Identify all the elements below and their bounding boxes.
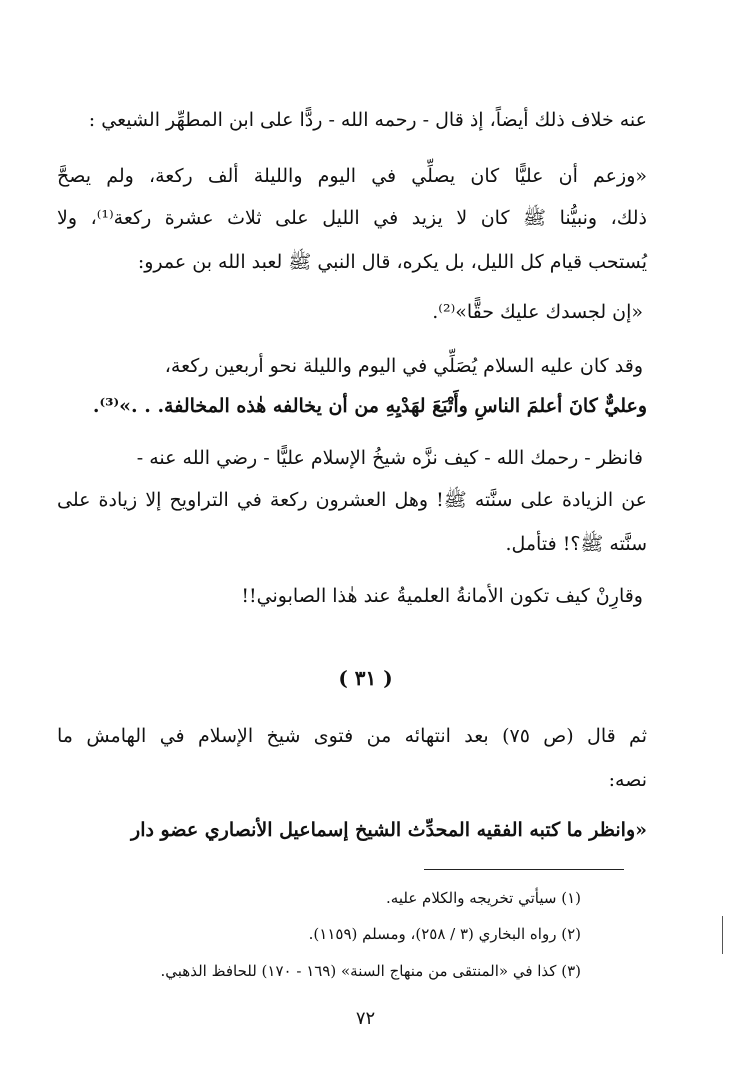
body-line: عنه خلاف ذلك أيضاً، إذ قال - رحمه الله - ردًّا على ابن المطهِّر الشيعي : <box>88 109 647 131</box>
body-line: وقارِنْ كيف تكون الأمانةُ العلميةُ عند هٰذا الصابوني!! <box>241 585 643 607</box>
body-line: ثم قال (ص ٧٥) بعد انتهائه من فتوى شيخ الإسلام في الهامش ما <box>57 725 647 747</box>
quote-line: وقد كان عليه السلام يُصَلِّي في اليوم والليلة نحو أربعين ركعة، <box>164 355 643 377</box>
quote-line: «وزعم أن عليًّا كان يصلِّي في اليوم والليلة ألف ركعة، ولم يصحَّ <box>57 165 647 187</box>
footnote: (٣) كذا في «المنتقى من منهاج السنة» (١٦٩ - ١٧٠) للحافظ الذهبي. <box>160 962 581 980</box>
body-line: عن الزيادة على سنَّته ﷺ! وهل العشرون ركعة في التراويح إلا زيادة على <box>57 489 647 511</box>
footnote: (٢) رواه البخاري (٣ / ٢٥٨)، ومسلم (١١٥٩). <box>308 925 581 943</box>
body-line: سنَّته ﷺ؟! فتأمل. <box>505 533 647 555</box>
quote-line: ذلك، ونبيُّنا ﷺ كان لا يزيد في الليل على ثلاث عشرة ركعة⁽¹⁾، ولا <box>57 207 647 229</box>
margin-mark <box>722 916 723 954</box>
footnote: (١) سيأتي تخريجه والكلام عليه. <box>386 889 581 907</box>
footnote-separator <box>424 869 624 870</box>
hadith-line: «إن لجسدك عليك حقًّا»⁽²⁾. <box>432 301 643 323</box>
section-number: ( ٣١ ) <box>338 666 393 690</box>
body-line: نصه: <box>608 769 647 791</box>
page-number: ٧٢ <box>355 1008 376 1029</box>
quote-line-bold: «وانظر ما كتبه الفقيه المحدِّث الشيخ إسماعيل الأنصاري عضو دار <box>131 819 647 841</box>
quote-line-bold: وعليٌّ كانَ أعلمَ الناسِ وأَتْبَعَ لهَدْيِهِ من أن يخالفه هٰذه المخالفة. . .»⁽³⁾. <box>92 395 647 417</box>
quote-line: يُستحب قيام كل الليل، بل يكره، قال النبي ﷺ لعبد الله بن عمرو: <box>137 251 647 273</box>
body-line: فانظر - رحمك الله - كيف نزَّه شيخُ الإسلام عليًّا - رضي الله عنه - <box>136 447 643 469</box>
